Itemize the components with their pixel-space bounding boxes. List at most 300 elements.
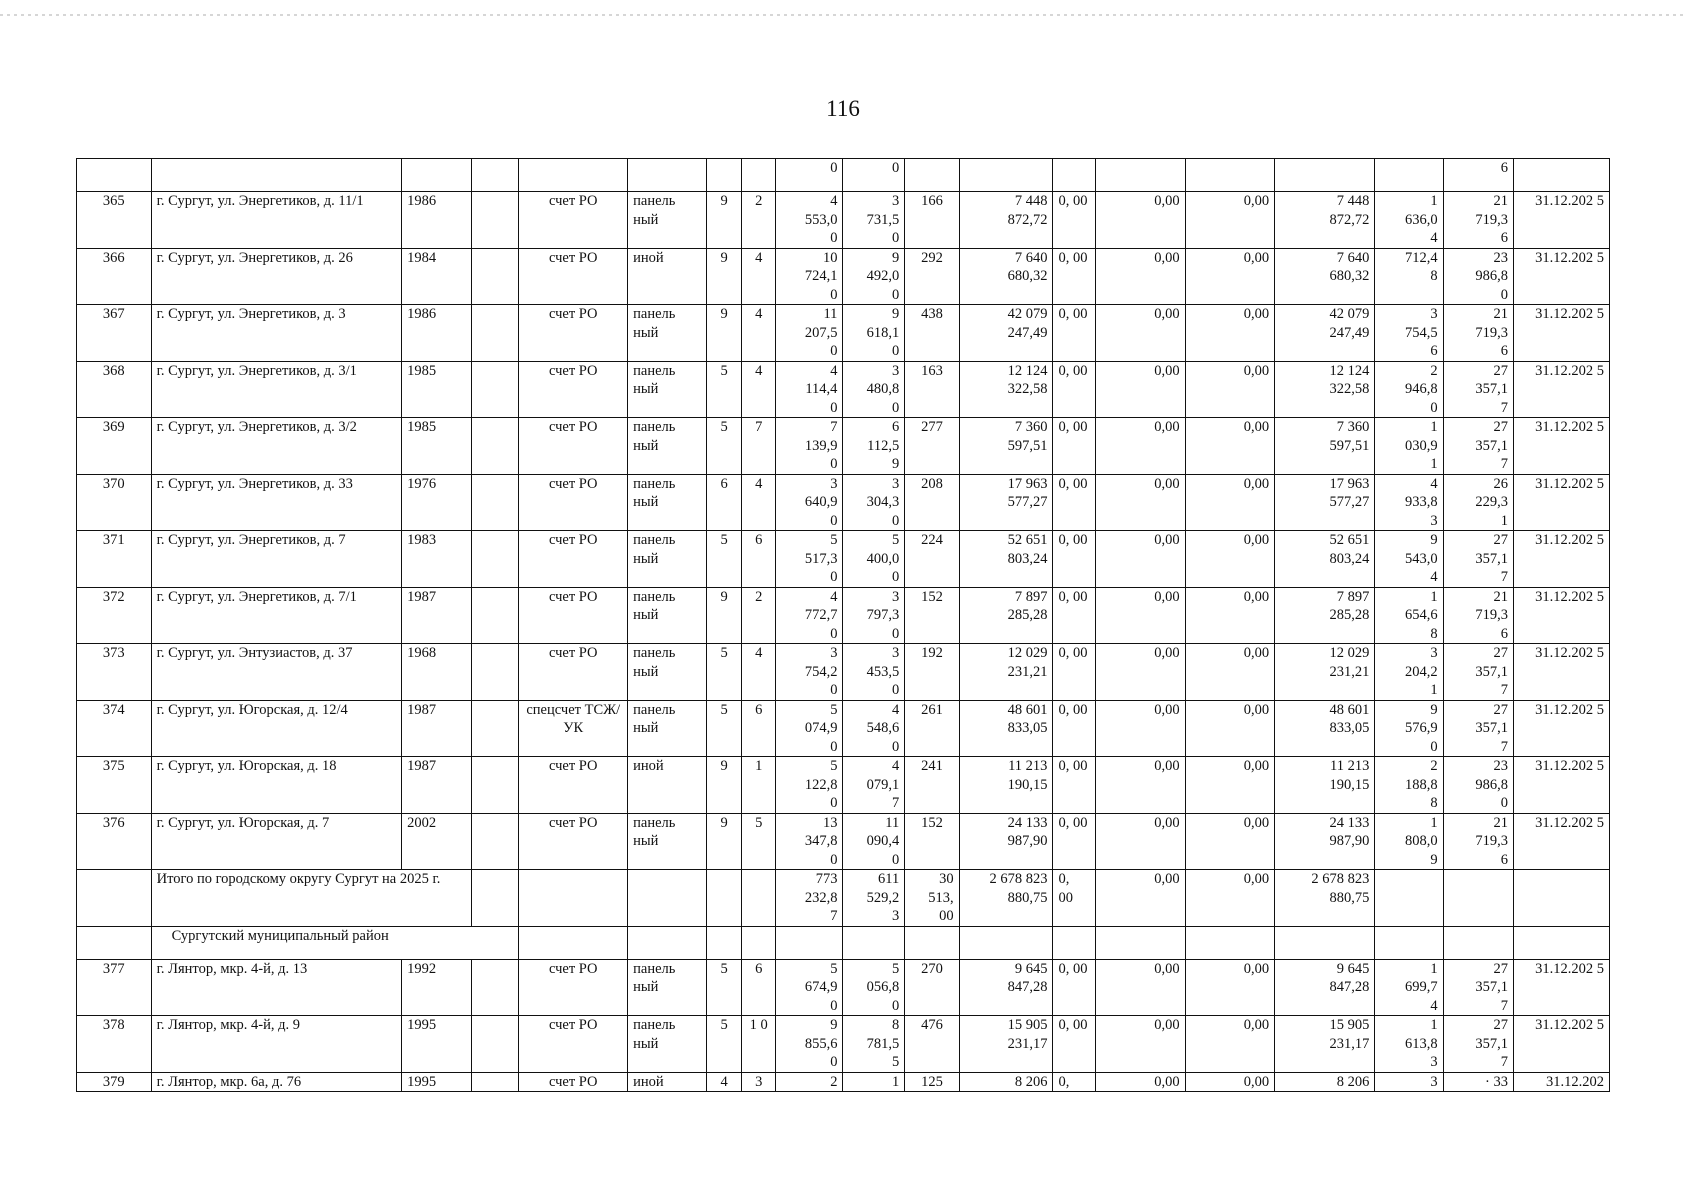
local-budget: 0,00 bbox=[1185, 757, 1275, 814]
local-budget: 0,00 bbox=[1185, 305, 1275, 362]
local-budget: 0,00 bbox=[1185, 418, 1275, 475]
residents: 292 bbox=[905, 248, 959, 305]
specific-cost: 1 030,9 1 bbox=[1375, 418, 1443, 475]
continuation-cell bbox=[1185, 159, 1275, 192]
row-number: 374 bbox=[77, 700, 152, 757]
living-area: 5 400,0 0 bbox=[843, 531, 905, 588]
continuation-cell bbox=[1053, 159, 1096, 192]
wall-material: панель ный bbox=[628, 959, 707, 1016]
max-cost: 27 357,1 7 bbox=[1443, 531, 1513, 588]
cost: 12 124 322,58 bbox=[959, 361, 1053, 418]
year: 1984 bbox=[402, 248, 472, 305]
cost: 48 601 833,05 bbox=[959, 700, 1053, 757]
continuation-cell bbox=[1275, 159, 1375, 192]
specific-cost: 9 543,0 4 bbox=[1375, 531, 1443, 588]
total-blank bbox=[707, 870, 742, 927]
deadline: 31.12.202 5 bbox=[1513, 587, 1609, 644]
fund-share: 0, 00 bbox=[1053, 305, 1096, 362]
fund-share: 0, 00 bbox=[1053, 192, 1096, 249]
cost: 17 963 577,27 bbox=[959, 474, 1053, 531]
row-number: 367 bbox=[77, 305, 152, 362]
residents: 261 bbox=[905, 700, 959, 757]
entrances: 6 bbox=[742, 531, 776, 588]
cost: 7 448 872,72 bbox=[959, 192, 1053, 249]
account-type: счет РО bbox=[519, 587, 628, 644]
residents: 208 bbox=[905, 474, 959, 531]
address: г. Сургут, ул. Югорская, д. 7 bbox=[151, 813, 402, 870]
entrances: 7 bbox=[742, 418, 776, 475]
address: г. Сургут, ул. Энтузиастов, д. 37 bbox=[151, 644, 402, 701]
wall-material: панель ный bbox=[628, 192, 707, 249]
total-fund: 0, 00 bbox=[1053, 870, 1096, 927]
wall-material: панель ный bbox=[628, 474, 707, 531]
living-area: 4 079,1 7 bbox=[843, 757, 905, 814]
section-blank bbox=[1053, 926, 1096, 959]
regional-budget: 0,00 bbox=[1096, 813, 1186, 870]
year: 1986 bbox=[402, 305, 472, 362]
year: 1986 bbox=[402, 192, 472, 249]
account-type: счет РО bbox=[519, 959, 628, 1016]
entrances: 1 0 bbox=[742, 1016, 776, 1073]
wall-material: панель ный bbox=[628, 644, 707, 701]
account-type: счет РО bbox=[519, 248, 628, 305]
address: г. Сургут, ул. Энергетиков, д. 26 bbox=[151, 248, 402, 305]
total-row bbox=[77, 870, 1610, 927]
owners-funds: 7 448 872,72 bbox=[1275, 192, 1375, 249]
entrances: 1 bbox=[742, 757, 776, 814]
address: г. Сургут, ул. Энергетиков, д. 33 bbox=[151, 474, 402, 531]
table-row bbox=[77, 305, 1610, 362]
total-area: 4 114,4 0 bbox=[776, 361, 843, 418]
regional-budget: 0,00 bbox=[1096, 248, 1186, 305]
blank-col bbox=[472, 361, 519, 418]
regional-budget: 0,00 bbox=[1096, 192, 1186, 249]
fund-share: 0, 00 bbox=[1053, 418, 1096, 475]
floors: 5 bbox=[707, 959, 742, 1016]
local-budget: 0,00 bbox=[1185, 700, 1275, 757]
total-blank bbox=[1375, 870, 1443, 927]
floors: 5 bbox=[707, 361, 742, 418]
row-number: 371 bbox=[77, 531, 152, 588]
regional-budget: 0,00 bbox=[1096, 700, 1186, 757]
owners-funds: 12 029 231,21 bbox=[1275, 644, 1375, 701]
table-row bbox=[77, 531, 1610, 588]
wall-material: панель ный bbox=[628, 813, 707, 870]
floors: 5 bbox=[707, 1016, 742, 1073]
continuation-cell bbox=[151, 159, 402, 192]
section-blank bbox=[905, 926, 959, 959]
floors: 5 bbox=[707, 700, 742, 757]
local-budget: 0,00 bbox=[1185, 531, 1275, 588]
page-number: 116 bbox=[826, 96, 860, 121]
regional-budget: 0,00 bbox=[1096, 587, 1186, 644]
blank-col bbox=[472, 474, 519, 531]
specific-cost: 9 576,9 0 bbox=[1375, 700, 1443, 757]
account-type: счет РО bbox=[519, 531, 628, 588]
specific-cost: 1 636,0 4 bbox=[1375, 192, 1443, 249]
residents: 192 bbox=[905, 644, 959, 701]
residents: 152 bbox=[905, 587, 959, 644]
deadline: 31.12.202 5 bbox=[1513, 813, 1609, 870]
blank-col bbox=[472, 959, 519, 1016]
max-cost: 27 357,1 7 bbox=[1443, 418, 1513, 475]
max-cost: 27 357,1 7 bbox=[1443, 644, 1513, 701]
deadline: 31.12.202 5 bbox=[1513, 644, 1609, 701]
max-cost: 27 357,1 7 bbox=[1443, 700, 1513, 757]
continuation-cell bbox=[472, 159, 519, 192]
specific-cost: 1 808,0 9 bbox=[1375, 813, 1443, 870]
account-type: счет РО bbox=[519, 813, 628, 870]
total-area: 3 754,2 0 bbox=[776, 644, 843, 701]
cost: 7 897 285,28 bbox=[959, 587, 1053, 644]
row-number: 375 bbox=[77, 757, 152, 814]
floors: 9 bbox=[707, 813, 742, 870]
table-row bbox=[77, 757, 1610, 814]
fund-share: 0, 00 bbox=[1053, 700, 1096, 757]
regional-budget: 0,00 bbox=[1096, 1072, 1186, 1092]
regional-budget: 0,00 bbox=[1096, 474, 1186, 531]
local-budget: 0,00 bbox=[1185, 1016, 1275, 1073]
floors: 4 bbox=[707, 1072, 742, 1092]
local-budget: 0,00 bbox=[1185, 813, 1275, 870]
regional-budget: 0,00 bbox=[1096, 644, 1186, 701]
entrances: 6 bbox=[742, 959, 776, 1016]
year: 1987 bbox=[402, 700, 472, 757]
row-number: 365 bbox=[77, 192, 152, 249]
year: 1987 bbox=[402, 587, 472, 644]
year: 1983 bbox=[402, 531, 472, 588]
fund-share: 0, 00 bbox=[1053, 757, 1096, 814]
wall-material: панель ный bbox=[628, 1016, 707, 1073]
specific-cost: 2 946,8 0 bbox=[1375, 361, 1443, 418]
living-area: 3 453,5 0 bbox=[843, 644, 905, 701]
living-area: 3 731,5 0 bbox=[843, 192, 905, 249]
continuation-cell bbox=[905, 159, 959, 192]
year: 1985 bbox=[402, 361, 472, 418]
blank-col bbox=[472, 1072, 519, 1092]
floors: 6 bbox=[707, 474, 742, 531]
owners-funds: 17 963 577,27 bbox=[1275, 474, 1375, 531]
owners-funds: 7 360 597,51 bbox=[1275, 418, 1375, 475]
continuation-cell: 6 bbox=[1443, 159, 1513, 192]
total-blank bbox=[742, 870, 776, 927]
local-budget: 0,00 bbox=[1185, 959, 1275, 1016]
total-residents: 30 513, 00 bbox=[905, 870, 959, 927]
total-area: 773 232,8 7 bbox=[776, 870, 843, 927]
year: 1987 bbox=[402, 757, 472, 814]
deadline: 31.12.202 bbox=[1513, 1072, 1609, 1092]
regional-budget: 0,00 bbox=[1096, 1016, 1186, 1073]
max-cost: 21 719,3 6 bbox=[1443, 587, 1513, 644]
wall-material: иной bbox=[628, 1072, 707, 1092]
continuation-cell bbox=[1375, 159, 1443, 192]
continuation-cell bbox=[959, 159, 1053, 192]
continuation-cell bbox=[742, 159, 776, 192]
owners-funds: 52 651 803,24 bbox=[1275, 531, 1375, 588]
continuation-cell bbox=[402, 159, 472, 192]
floors: 9 bbox=[707, 192, 742, 249]
owners-funds: 7 640 680,32 bbox=[1275, 248, 1375, 305]
total-blank bbox=[1513, 870, 1609, 927]
floors: 9 bbox=[707, 248, 742, 305]
section-blank bbox=[959, 926, 1053, 959]
living-area: 3 480,8 0 bbox=[843, 361, 905, 418]
continuation-cell bbox=[1096, 159, 1186, 192]
table-row bbox=[77, 418, 1610, 475]
owners-funds: 9 645 847,28 bbox=[1275, 959, 1375, 1016]
address: г. Сургут, ул. Энергетиков, д. 7/1 bbox=[151, 587, 402, 644]
total-area: 7 139,9 0 bbox=[776, 418, 843, 475]
total-blank bbox=[77, 870, 152, 927]
specific-cost: 4 933,8 3 bbox=[1375, 474, 1443, 531]
entrances: 6 bbox=[742, 700, 776, 757]
total-area: 13 347,8 0 bbox=[776, 813, 843, 870]
continuation-cell bbox=[519, 159, 628, 192]
account-type: счет РО bbox=[519, 474, 628, 531]
blank-col bbox=[472, 700, 519, 757]
owners-funds: 12 124 322,58 bbox=[1275, 361, 1375, 418]
total-area: 4 553,0 0 bbox=[776, 192, 843, 249]
residents: 476 bbox=[905, 1016, 959, 1073]
entrances: 2 bbox=[742, 192, 776, 249]
section-blank bbox=[1185, 926, 1275, 959]
address: г. Сургут, ул. Энергетиков, д. 3/1 bbox=[151, 361, 402, 418]
blank-col bbox=[472, 531, 519, 588]
residents: 163 bbox=[905, 361, 959, 418]
wall-material: иной bbox=[628, 757, 707, 814]
living-area: 11 090,4 0 bbox=[843, 813, 905, 870]
continuation-cell bbox=[77, 159, 152, 192]
specific-cost: 1 613,8 3 bbox=[1375, 1016, 1443, 1073]
table-row bbox=[77, 644, 1610, 701]
year: 1985 bbox=[402, 418, 472, 475]
wall-material: панель ный bbox=[628, 361, 707, 418]
max-cost: 27 357,1 7 bbox=[1443, 959, 1513, 1016]
cost: 12 029 231,21 bbox=[959, 644, 1053, 701]
cost: 52 651 803,24 bbox=[959, 531, 1053, 588]
account-type: счет РО bbox=[519, 361, 628, 418]
total-cost: 2 678 823 880,75 bbox=[959, 870, 1053, 927]
table-row-partial bbox=[77, 1072, 1610, 1092]
address: г. Лянтор, мкр. 4-й, д. 9 bbox=[151, 1016, 402, 1073]
cost: 15 905 231,17 bbox=[959, 1016, 1053, 1073]
total-label: Итого по городскому округу Сургут на 2025 г. bbox=[151, 870, 472, 927]
table-row bbox=[77, 959, 1610, 1016]
year: 1976 bbox=[402, 474, 472, 531]
housing-register-table bbox=[76, 158, 1610, 1092]
row-number: 378 bbox=[77, 1016, 152, 1073]
total-area: 5 517,3 0 bbox=[776, 531, 843, 588]
entrances: 4 bbox=[742, 248, 776, 305]
section-blank bbox=[1375, 926, 1443, 959]
continuation-cell: 0 bbox=[843, 159, 905, 192]
regional-budget: 0,00 bbox=[1096, 757, 1186, 814]
deadline: 31.12.202 5 bbox=[1513, 700, 1609, 757]
continuation-cell bbox=[1513, 159, 1609, 192]
floors: 5 bbox=[707, 644, 742, 701]
max-cost: 21 719,3 6 bbox=[1443, 192, 1513, 249]
floors: 9 bbox=[707, 757, 742, 814]
section-blank bbox=[776, 926, 843, 959]
section-blank bbox=[1443, 926, 1513, 959]
living-area: 1 bbox=[843, 1072, 905, 1092]
local-budget: 0,00 bbox=[1185, 192, 1275, 249]
total-living-area: 611 529,2 3 bbox=[843, 870, 905, 927]
account-type: счет РО bbox=[519, 644, 628, 701]
row-number: 376 bbox=[77, 813, 152, 870]
row-number: 379 bbox=[77, 1072, 152, 1092]
wall-material: панель ный bbox=[628, 587, 707, 644]
living-area: 4 548,6 0 bbox=[843, 700, 905, 757]
cost: 8 206 bbox=[959, 1072, 1053, 1092]
fund-share: 0, 00 bbox=[1053, 1016, 1096, 1073]
owners-funds: 42 079 247,49 bbox=[1275, 305, 1375, 362]
blank-col bbox=[472, 587, 519, 644]
row-number: 373 bbox=[77, 644, 152, 701]
deadline: 31.12.202 5 bbox=[1513, 531, 1609, 588]
fund-share: 0, 00 bbox=[1053, 531, 1096, 588]
section-blank bbox=[77, 926, 152, 959]
fund-share: 0, 00 bbox=[1053, 959, 1096, 1016]
year: 1995 bbox=[402, 1072, 472, 1092]
account-type: спецсчет ТСЖ/УК bbox=[519, 700, 628, 757]
blank-col bbox=[472, 305, 519, 362]
deadline: 31.12.202 5 bbox=[1513, 248, 1609, 305]
row-number: 370 bbox=[77, 474, 152, 531]
address: г. Сургут, ул. Энергетиков, д. 11/1 bbox=[151, 192, 402, 249]
specific-cost: 2 188,8 8 bbox=[1375, 757, 1443, 814]
blank-col bbox=[472, 1016, 519, 1073]
address: г. Лянтор, мкр. 6а, д. 76 bbox=[151, 1072, 402, 1092]
section-blank bbox=[1096, 926, 1186, 959]
total-blank bbox=[628, 870, 707, 927]
regional-budget: 0,00 bbox=[1096, 418, 1186, 475]
section-blank bbox=[707, 926, 742, 959]
table-row bbox=[77, 192, 1610, 249]
wall-material: панель ный bbox=[628, 305, 707, 362]
total-blank bbox=[472, 870, 519, 927]
table-row bbox=[77, 248, 1610, 305]
owners-funds: 8 206 bbox=[1275, 1072, 1375, 1092]
address: г. Сургут, ул. Югорская, д. 12/4 bbox=[151, 700, 402, 757]
table-row bbox=[77, 1016, 1610, 1073]
specific-cost: 3 754,5 6 bbox=[1375, 305, 1443, 362]
max-cost: 27 357,1 7 bbox=[1443, 1016, 1513, 1073]
regional-budget: 0,00 bbox=[1096, 959, 1186, 1016]
total-owners: 2 678 823 880,75 bbox=[1275, 870, 1375, 927]
continuation-cell bbox=[707, 159, 742, 192]
wall-material: панель ный bbox=[628, 531, 707, 588]
owners-funds: 24 133 987,90 bbox=[1275, 813, 1375, 870]
local-budget: 0,00 bbox=[1185, 474, 1275, 531]
fund-share: 0, bbox=[1053, 1072, 1096, 1092]
year: 1992 bbox=[402, 959, 472, 1016]
continuation-cell: 0 bbox=[776, 159, 843, 192]
fund-share: 0, 00 bbox=[1053, 587, 1096, 644]
residents: 166 bbox=[905, 192, 959, 249]
living-area: 3 304,3 0 bbox=[843, 474, 905, 531]
total-area: 3 640,9 0 bbox=[776, 474, 843, 531]
wall-material: иной bbox=[628, 248, 707, 305]
total-area: 5 674,9 0 bbox=[776, 959, 843, 1016]
table-row bbox=[77, 813, 1610, 870]
total-area: 2 bbox=[776, 1072, 843, 1092]
entrances: 5 bbox=[742, 813, 776, 870]
total-blank bbox=[1443, 870, 1513, 927]
account-type: счет РО bbox=[519, 192, 628, 249]
continuation-row bbox=[77, 159, 1610, 192]
local-budget: 0,00 bbox=[1185, 361, 1275, 418]
fund-share: 0, 00 bbox=[1053, 474, 1096, 531]
max-cost: 23 986,8 0 bbox=[1443, 757, 1513, 814]
entrances: 3 bbox=[742, 1072, 776, 1092]
fund-share: 0, 00 bbox=[1053, 361, 1096, 418]
regional-budget: 0,00 bbox=[1096, 361, 1186, 418]
residents: 438 bbox=[905, 305, 959, 362]
deadline: 31.12.202 5 bbox=[1513, 361, 1609, 418]
address: г. Сургут, ул. Югорская, д. 18 bbox=[151, 757, 402, 814]
living-area: 9 618,1 0 bbox=[843, 305, 905, 362]
total-area: 11 207,5 0 bbox=[776, 305, 843, 362]
specific-cost: 3 bbox=[1375, 1072, 1443, 1092]
section-blank bbox=[843, 926, 905, 959]
total-area: 10 724,1 0 bbox=[776, 248, 843, 305]
year: 2002 bbox=[402, 813, 472, 870]
residents: 241 bbox=[905, 757, 959, 814]
section-blank bbox=[1513, 926, 1609, 959]
blank-col bbox=[472, 757, 519, 814]
blank-col bbox=[472, 248, 519, 305]
specific-cost: 1 699,7 4 bbox=[1375, 959, 1443, 1016]
regional-budget: 0,00 bbox=[1096, 305, 1186, 362]
deadline: 31.12.202 5 bbox=[1513, 959, 1609, 1016]
table-row bbox=[77, 361, 1610, 418]
residents: 125 bbox=[905, 1072, 959, 1092]
fund-share: 0, 00 bbox=[1053, 248, 1096, 305]
table-row bbox=[77, 587, 1610, 644]
fund-share: 0, 00 bbox=[1053, 644, 1096, 701]
total-regional-budget: 0,00 bbox=[1096, 870, 1186, 927]
address: г. Сургут, ул. Энергетиков, д. 3 bbox=[151, 305, 402, 362]
cost: 9 645 847,28 bbox=[959, 959, 1053, 1016]
floors: 5 bbox=[707, 531, 742, 588]
account-type: счет РО bbox=[519, 418, 628, 475]
deadline: 31.12.202 5 bbox=[1513, 1016, 1609, 1073]
living-area: 3 797,3 0 bbox=[843, 587, 905, 644]
entrances: 4 bbox=[742, 305, 776, 362]
deadline: 31.12.202 5 bbox=[1513, 757, 1609, 814]
entrances: 2 bbox=[742, 587, 776, 644]
blank-col bbox=[472, 418, 519, 475]
max-cost: · 33 bbox=[1443, 1072, 1513, 1092]
address: г. Сургут, ул. Энергетиков, д. 7 bbox=[151, 531, 402, 588]
year: 1968 bbox=[402, 644, 472, 701]
local-budget: 0,00 bbox=[1185, 248, 1275, 305]
local-budget: 0,00 bbox=[1185, 587, 1275, 644]
section-row bbox=[77, 926, 1610, 959]
owners-funds: 7 897 285,28 bbox=[1275, 587, 1375, 644]
table-row bbox=[77, 474, 1610, 531]
cost: 7 640 680,32 bbox=[959, 248, 1053, 305]
specific-cost: 3 204,2 1 bbox=[1375, 644, 1443, 701]
continuation-cell bbox=[628, 159, 707, 192]
section-blank bbox=[519, 926, 628, 959]
deadline: 31.12.202 5 bbox=[1513, 192, 1609, 249]
max-cost: 23 986,8 0 bbox=[1443, 248, 1513, 305]
specific-cost: 1 654,6 8 bbox=[1375, 587, 1443, 644]
max-cost: 27 357,1 7 bbox=[1443, 361, 1513, 418]
cost: 7 360 597,51 bbox=[959, 418, 1053, 475]
